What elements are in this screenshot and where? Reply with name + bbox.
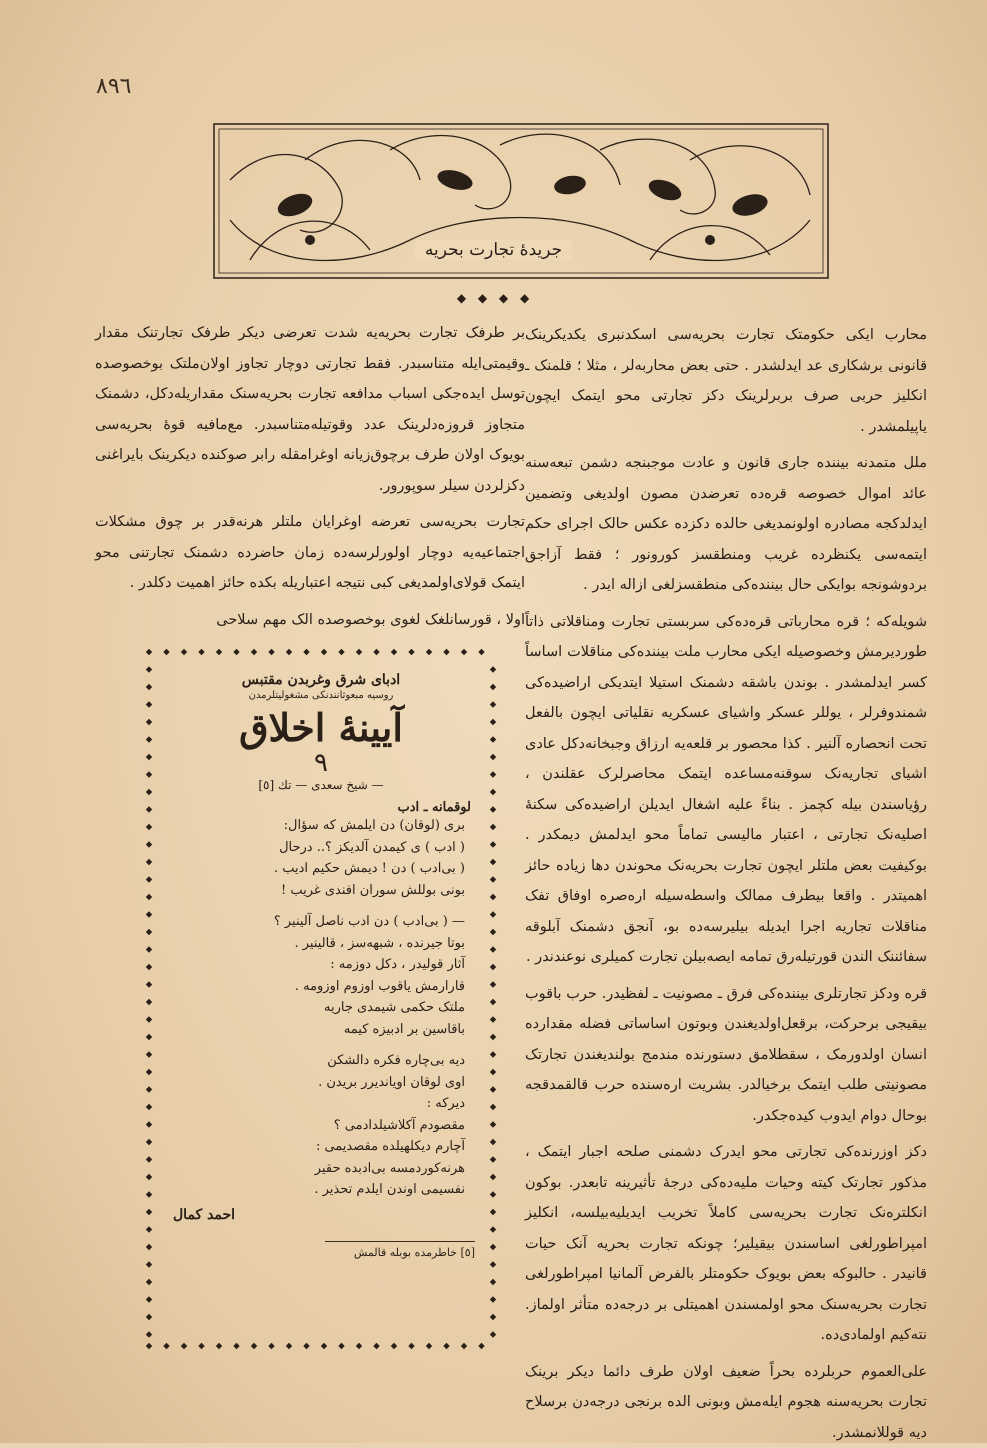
border-diamond bbox=[490, 684, 496, 690]
paragraph: علی‌العموم حربلرده بحراً ضعیف اولان طرف دائما دیکر برینک تجارت بحریه‌سنه هجوم ایله‌مش وبونی الده برنجی درجه‌دن برسلاح دیه قوللانمشدر. bbox=[525, 1357, 927, 1448]
verse-line: مقصودم آکلاشیلدادمی ؟ bbox=[167, 1115, 465, 1137]
border-diamond bbox=[146, 771, 152, 777]
border-diamond bbox=[490, 946, 496, 952]
verse-line: دیرکه : bbox=[167, 1093, 465, 1115]
border-diamond bbox=[490, 1156, 496, 1162]
page-number: ٨٩٦ bbox=[96, 74, 131, 99]
border-diamond bbox=[146, 981, 152, 987]
poem-kicker: ادبای شرق وغربدن مقتبس bbox=[167, 672, 475, 688]
paragraph: ملل متمدنه بیننده جاری قانون و عادت موجبنجه دشمن تبعه‌سنه عائد اموال خصوصه قره‌ده تعرضدن مصون اولدیغی وتضمین ایدلدکجه مصادره اولونمدیغی حالده دکزده عکس حالک اجرای حکم ایتمه‌سی یکنظرده غریب ومنطقسز کورونور ؛ فقط آزاجق بردوشونجه بوایکی حال بیننده‌کی منطقسزلغی ازاله ایدر . bbox=[525, 448, 927, 601]
border-diamond bbox=[146, 964, 152, 970]
border-diamond bbox=[163, 1343, 169, 1349]
border-diamond bbox=[338, 1343, 344, 1349]
border-diamond bbox=[146, 1086, 152, 1092]
border-diamond bbox=[490, 1069, 496, 1075]
border-diamond bbox=[146, 701, 152, 707]
border-diamond bbox=[163, 649, 169, 655]
border-diamond bbox=[146, 666, 152, 672]
border-diamond bbox=[146, 999, 152, 1005]
border-diamond bbox=[146, 1226, 152, 1232]
border-diamond bbox=[146, 1104, 152, 1110]
verse-line: ( بی‌ادب ) دن ! دیمش حکیم ادیب . bbox=[167, 858, 465, 880]
border-diamond bbox=[321, 1343, 327, 1349]
border-diamond bbox=[146, 929, 152, 935]
verse-line: ( ادب ) ی کیمدن آلدیکز ؟.. درحال bbox=[167, 837, 465, 859]
border-diamond bbox=[146, 736, 152, 742]
border-diamond bbox=[303, 649, 309, 655]
border-diamond bbox=[490, 806, 496, 812]
border-diamond bbox=[146, 1209, 152, 1215]
paragraph: محارب ایکی حکومتک تجارت بحریه‌سی اسکدنبری یکدیکرینک قانونی برشکاری عد ایدلشدر . حتی بعض محاربه‌لر ، مثلا ؛ قلمنک ـ انکلیز حربی صرف بربرلرینک دکز تجارتی محو ایتمک ایچون یاپیلمشدر . bbox=[525, 320, 927, 442]
border-diamond bbox=[251, 1343, 257, 1349]
border-diamond bbox=[490, 754, 496, 760]
border-diamond bbox=[356, 1343, 362, 1349]
border-diamond bbox=[490, 1174, 496, 1180]
title-separator: ◆ ◆ ◆ ◆ bbox=[440, 291, 550, 305]
border-diamond bbox=[490, 736, 496, 742]
border-diamond bbox=[490, 1034, 496, 1040]
border-diamond bbox=[146, 1191, 152, 1197]
header-title: جریدهٔ تجارت بحریه bbox=[0, 240, 987, 260]
border-diamond bbox=[490, 771, 496, 777]
border-diamond bbox=[478, 1343, 484, 1349]
left-column bbox=[95, 318, 525, 630]
border-diamond bbox=[426, 1343, 432, 1349]
right-column bbox=[525, 320, 927, 1380]
verse-line: آثار قولیدر ، دکل دوزمه : bbox=[167, 954, 465, 976]
border-diamond bbox=[490, 1086, 496, 1092]
border-diamond bbox=[490, 1016, 496, 1022]
border-diamond bbox=[490, 876, 496, 882]
border-diamond bbox=[321, 649, 327, 655]
poem-subtitle: روسیه مبعوثانندنکی مشغولیتلرمدن bbox=[167, 690, 475, 701]
border-diamond bbox=[408, 1343, 414, 1349]
border-diamond bbox=[146, 841, 152, 847]
border-diamond bbox=[490, 981, 496, 987]
border-diamond bbox=[490, 1121, 496, 1127]
verse-line: بونی بوللش سوران افندی غریب ! bbox=[167, 880, 465, 902]
border-diamond bbox=[373, 1343, 379, 1349]
border-diamond bbox=[490, 841, 496, 847]
border-diamond bbox=[181, 649, 187, 655]
border-diamond bbox=[338, 649, 344, 655]
border-diamond bbox=[490, 1209, 496, 1215]
border-diamond bbox=[146, 1051, 152, 1057]
paragraph: قره ودکز تجارتلری بیننده‌کی فرق ـ مصونیت ـ لفظیدر. حرب باقوب بیقیجی برحرکت، برقعل‌اولدیغندن وبوتون اساساتی فضله مقدارده انسان اولدورمک ، سقطلامق دستورنده مندمج بولندیغندن تجارتک مصونیتی طلب ایتمک برخیالدر. بشریت اره‌سنده حرب قالقمدقجه بوحال دوام ایدوب کیده‌جکدر. bbox=[525, 979, 927, 1132]
border-diamond bbox=[146, 859, 152, 865]
border-diamond bbox=[490, 719, 496, 725]
paragraph: تجارت بحریه‌سی تعرضه اوغرایان ملتلر هرنه‌قدر بر چوق مشکلات اجتماعیه‌یه دوچار اولورلرسه‌ده زمان حاضرده دشمنک تجارتنی محو ایتمک قولای‌اولمدیغی کبی نتیجه اعتباریله بکده حائز اهمیت دکلدر . bbox=[95, 507, 525, 599]
border-diamond bbox=[146, 876, 152, 882]
paragraph: اولا ، قورسانلغک لغوی بوخصوصده الک مهم سلاحی bbox=[95, 605, 525, 636]
border-diamond bbox=[490, 1314, 496, 1320]
border-diamond bbox=[268, 649, 274, 655]
border-diamond bbox=[146, 1016, 152, 1022]
border-diamond bbox=[146, 1279, 152, 1285]
border-diamond bbox=[146, 894, 152, 900]
footnote-rule bbox=[325, 1241, 475, 1242]
border-diamond bbox=[286, 1343, 292, 1349]
border-diamond bbox=[490, 1104, 496, 1110]
verse-line: — ( بی‌ادب ) دن ادب ناصل آلینیر ؟ bbox=[167, 911, 465, 933]
verse-line: آچارم دیکلهیلده مقصدیمی : bbox=[167, 1136, 465, 1158]
border-diamond bbox=[286, 649, 292, 655]
border-diamond bbox=[303, 1343, 309, 1349]
verse-line: بری (لوقان) دن ایلمش که سؤال: bbox=[167, 815, 465, 837]
border-diamond bbox=[490, 1296, 496, 1302]
border-diamond bbox=[490, 911, 496, 917]
verse-line: بوتا جیرنده ، شبهه‌سز ، قالینیر . bbox=[167, 933, 465, 955]
paragraph: بر طرفک تجارت بحریه‌یه شدت تعرضی دیکر طرفک تجارتنک مقدار وقیمتی‌ایله متناسبدر. فقط تجارتی دوچار تجاوز اولان‌ملتک بوخصوصده توسل ایده‌جکی اسباب مدافعه تجارت بحریه‌سنک مقداریله‌دکل، دشمنک متجاوز قروزه‌دلرینک عدد وقوتیله‌متناسبدر. مع‌مافیه قوهٔ بحریه‌سی بویوک اولان طرف برچوق‌زیانه اوغرامقله رابر صوکنده دیکرینک بایراغنی دکزلردن سیلر سوپورور. bbox=[95, 318, 525, 501]
verse-block bbox=[167, 815, 475, 1201]
border-diamond bbox=[461, 1343, 467, 1349]
verse-line: قارارمش یاقوب اوزوم اوزومه . bbox=[167, 976, 465, 998]
border-diamond bbox=[490, 1261, 496, 1267]
border-diamond bbox=[490, 1279, 496, 1285]
border-diamond bbox=[443, 649, 449, 655]
border-diamond bbox=[356, 649, 362, 655]
verse-line: ملتک حکمی شیمدی جاریه bbox=[167, 997, 465, 1019]
border-diamond bbox=[146, 1174, 152, 1180]
border-diamond bbox=[233, 649, 239, 655]
verse-line: اوی لوقان اویاندیرر بریدن . bbox=[167, 1072, 465, 1094]
border-diamond bbox=[146, 824, 152, 830]
border-diamond bbox=[146, 1139, 152, 1145]
border-diamond bbox=[146, 911, 152, 917]
verse-line: نفسیمی اوندن ایلدم تحذیر . bbox=[167, 1179, 465, 1201]
border-diamond bbox=[146, 1261, 152, 1267]
border-diamond bbox=[490, 1191, 496, 1197]
poem-box bbox=[143, 646, 499, 1352]
verse-line: هرنه‌کوردمسه بی‌ادبده حقیر bbox=[167, 1158, 465, 1180]
border-diamond bbox=[146, 789, 152, 795]
border-diamond bbox=[490, 999, 496, 1005]
border-diamond bbox=[426, 649, 432, 655]
border-diamond bbox=[146, 1314, 152, 1320]
border-diamond bbox=[146, 1121, 152, 1127]
border-diamond bbox=[391, 649, 397, 655]
poem-content bbox=[167, 668, 475, 1328]
border-diamond bbox=[268, 1343, 274, 1349]
verse-line: دیه بی‌چاره فکره دالشکن bbox=[167, 1050, 465, 1072]
border-diamond bbox=[233, 1343, 239, 1349]
border-diamond bbox=[443, 1343, 449, 1349]
border-diamond bbox=[146, 684, 152, 690]
poem-section-title: لوقمانه ـ ادب bbox=[167, 800, 471, 815]
border-diamond bbox=[146, 1069, 152, 1075]
border-diamond bbox=[146, 1156, 152, 1162]
poem-footnote: [٥] خاطرمده بوبله قالمش bbox=[167, 1246, 475, 1259]
paragraph: دکز اوزرنده‌کی تجارتی محو ایدرک دشمنی صلحه اجبار ایتمک ، مذکور تجارتک کیته وحیات ملیه‌ده‌کی درجهٔ تأثیرینه تابعدر. بوکون انکلتره‌نک تجارت بحریه‌سی کاملاً تخریب ایدیلیه‌بیلسه، انکلیز امپراطورلغی اساسندن بیقیلیر؛ چونکه تجارت بحریه آنک حیات قانیدر . حالبوکه بعض بویوک حکومتلر بالفرض آلمانیا امپراطورلغی تجارت بحریه‌سنک محو اولمسندن اهمیتلی بر درجه‌ده متأثر اولماز. نته‌کیم اولمادی‌ده. bbox=[525, 1137, 927, 1351]
poem-title: آیینهٔ اخلاق bbox=[167, 705, 475, 750]
border-diamond bbox=[146, 1034, 152, 1040]
border-diamond bbox=[216, 649, 222, 655]
border-diamond bbox=[490, 929, 496, 935]
border-diamond bbox=[146, 754, 152, 760]
border-diamond bbox=[490, 824, 496, 830]
border-diamond bbox=[490, 964, 496, 970]
border-diamond bbox=[490, 789, 496, 795]
border-diamond bbox=[478, 649, 484, 655]
border-diamond bbox=[146, 946, 152, 952]
border-diamond bbox=[198, 1343, 204, 1349]
border-diamond bbox=[146, 806, 152, 812]
border-diamond bbox=[181, 1343, 187, 1349]
paragraph: شویله‌که ؛ قره محارباتی قره‌ده‌کی سربستی تجارت ومناقلاتی ذاتاً طوردیرمش وخصوصیله ایکی محارب ملت بیننده‌کی مناقلات اساساً کسر ایدلمشدر . بوندن باشقه دشمنک استیلا ایتدیکی اراضیده‌کی شمندوفرلر ، یوللر عسکر واشیای عسکریه نقلیاتی ایچون بالفعل تحت انحصاره آلنیر . کذا محصور بر قلعه‌یه ارزاق وجبخانه‌دکل عادی اشیای تجاریه‌نک سوقنه‌مساعده ایتمک محاصرلرک عقلندن ، رؤیاسندن بیله کچمز . بناءً علیه اشغال ایدیلن اراضیده‌کی سکنهٔ اصلیه‌نک تجارتی ، اعتبار مالیسی تماماً محو ایدلمش دیمکدر . بوکیفیت بعض ملتلر ایچون تجارت بحریه‌نک محوندن دها زیاده حائز اهمیتدر . واقعا بیطرف ممالک واسطه‌سیله اره‌صره اوفاق تفک مناقلات تجاریه اجرا ایدیله بیلیرسه‌ده بو، آنجق دشمنک آبلوقه سفائننک الندن قورتیله‌رق تمامه ایصه‌بیلن تجارت کمیلری نوعندندر . bbox=[525, 607, 927, 973]
border-diamond bbox=[490, 1226, 496, 1232]
border-diamond bbox=[490, 701, 496, 707]
border-diamond bbox=[146, 1331, 152, 1337]
border-diamond bbox=[490, 1244, 496, 1250]
border-diamond bbox=[146, 1296, 152, 1302]
border-diamond bbox=[146, 649, 152, 655]
border-diamond bbox=[216, 1343, 222, 1349]
border-diamond bbox=[461, 649, 467, 655]
border-diamond bbox=[146, 719, 152, 725]
border-diamond bbox=[490, 666, 496, 672]
border-diamond bbox=[391, 1343, 397, 1349]
verse-line: باقاسین بر ادبیزه کیمه bbox=[167, 1019, 465, 1041]
border-diamond bbox=[490, 1331, 496, 1337]
poem-signature: احمد کمال bbox=[167, 1207, 475, 1223]
poem-author-line: — شیخ سعدی — تك [٥] bbox=[167, 778, 475, 792]
border-diamond bbox=[251, 649, 257, 655]
poem-number: ٩ bbox=[167, 748, 475, 778]
border-diamond bbox=[198, 649, 204, 655]
border-diamond bbox=[490, 894, 496, 900]
border-diamond bbox=[490, 1139, 496, 1145]
border-diamond bbox=[490, 859, 496, 865]
border-diamond bbox=[408, 649, 414, 655]
border-diamond bbox=[490, 1051, 496, 1057]
border-diamond bbox=[146, 1244, 152, 1250]
border-diamond bbox=[373, 649, 379, 655]
border-diamond bbox=[146, 1343, 152, 1349]
